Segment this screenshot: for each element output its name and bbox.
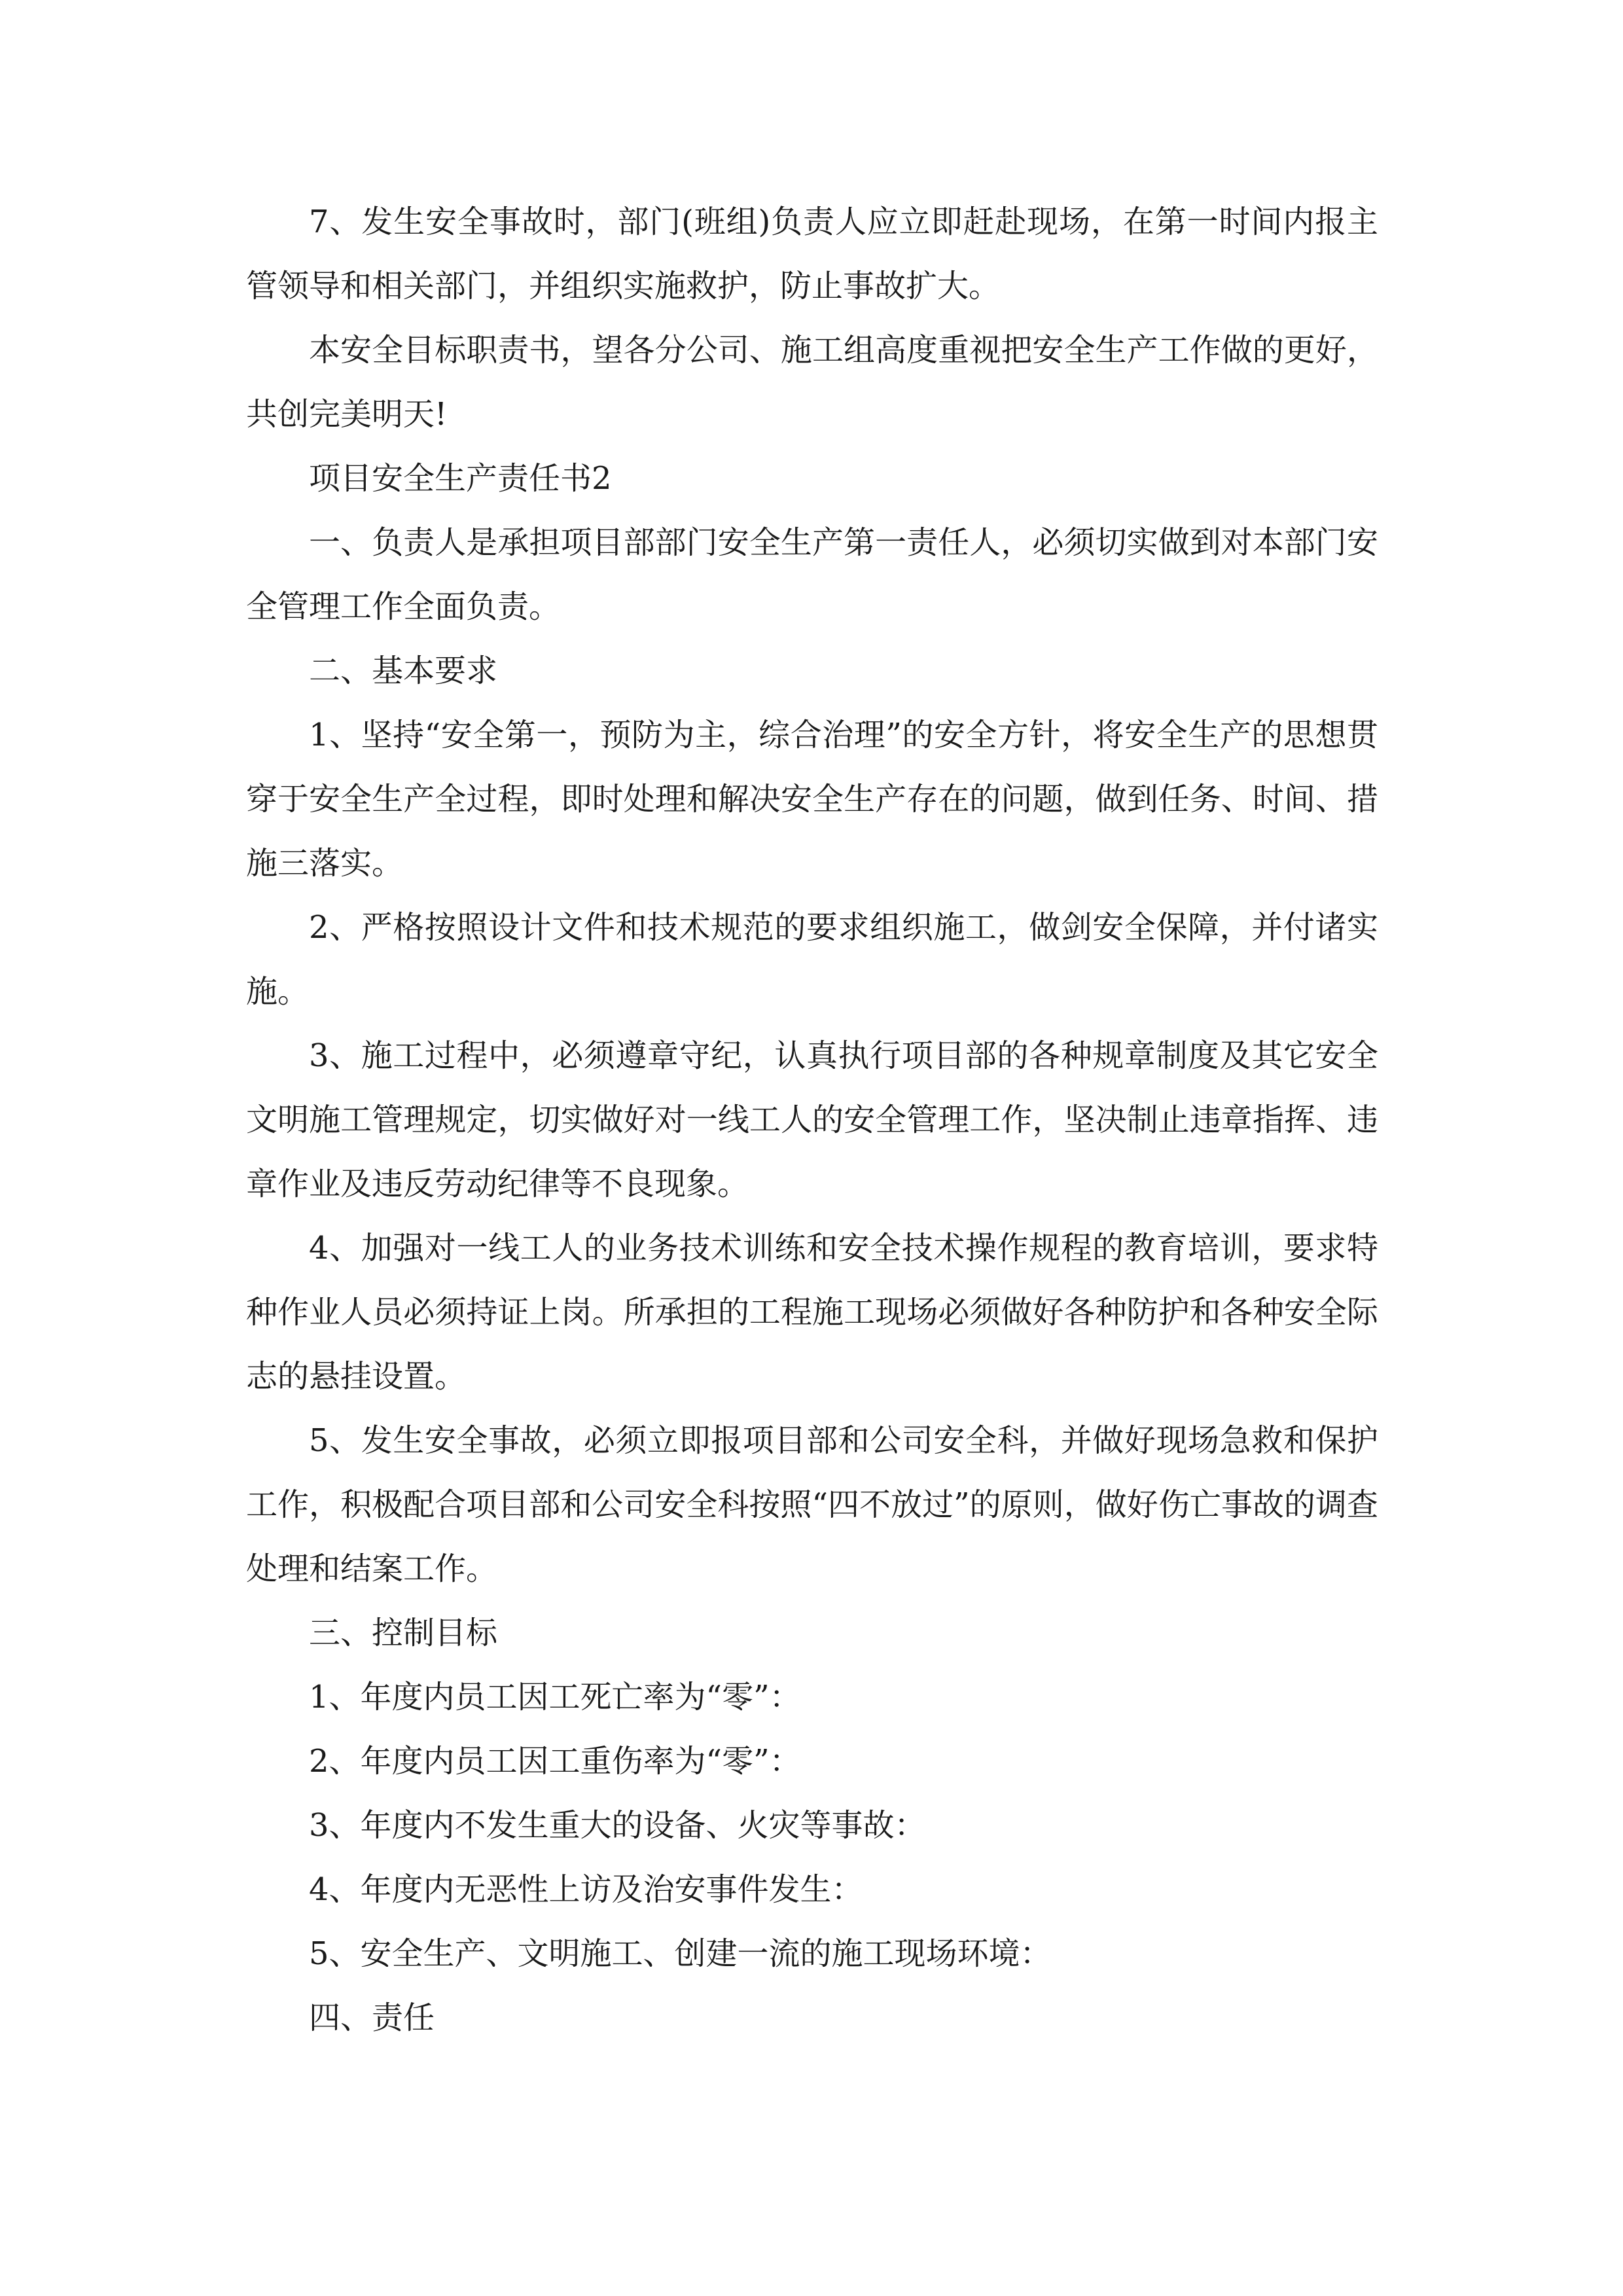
heading-responsibility: 四、责任 (309, 2000, 435, 2036)
paragraph-requirement-5: 5、发生安全事故，必须立即报项目部和公司安全科，并做好现场急救和保护工作，积极配合项目部和公司安全科按照“四不放过”的原则，做好伤亡事故的调查处理和结案工作。 (246, 1422, 1378, 1587)
list-item-target-2: 2、年度内员工因工重伤率为“零”： (309, 1743, 801, 1780)
list-item-target-5: 5、安全生产、文明施工、创建一流的施工现场环境： (309, 1935, 1052, 1972)
paragraph-requirement-3: 3、施工过程中，必须遵章守纪，认真执行项目部的各种规章制度及其它安全文明施工管理规定，切实做好对一线工人的安全管理工作，坚决制止违章指挥、违章作业及违反劳动纪律等不良现象。 (246, 1037, 1378, 1202)
paragraph-item-7-accident-report: 7、发生安全事故时，部门(班组)负责人应立即赶赴现场，在第一时间内报主管领导和相关部门，并组织实施救护，防止事故扩大。 (246, 204, 1378, 304)
paragraph-requirement-4: 4、加强对一线工人的业务技术训练和安全技术操作规程的教育培训，要求特种作业人员必须持证上岗。所承担的工程施工现场必须做好各种防护和各种安全际志的悬挂设置。 (246, 1230, 1378, 1395)
list-item-target-1: 1、年度内员工因工死亡率为“零”： (309, 1679, 801, 1715)
paragraph-section-1-responsible-person: 一、负责人是承担项目部部门安全生产第一责任人，必须切实做到对本部门安全管理工作全面负责。 (246, 524, 1378, 625)
heading-control-targets: 三、控制目标 (309, 1615, 498, 1651)
paragraph-requirement-1: 1、坚持“安全第一，预防为主，综合治理”的安全方针，将安全生产的思想贯穿于安全生产全过程，即时处理和解决安全生产存在的问题，做到任务、时间、措施三落实。 (246, 717, 1378, 882)
list-item-target-3: 3、年度内不发生重大的设备、火灾等事故： (309, 1807, 926, 1844)
paragraph-requirement-2: 2、严格按照设计文件和技术规范的要求组织施工，做剑安全保障，并付诸实施。 (246, 909, 1378, 1010)
document-body (246, 190, 1378, 2050)
paragraph-closing-statement: 本安全目标职责书，望各分公司、施工组高度重视把安全生产工作做的更好，共创完美明天! (246, 332, 1378, 433)
section-title-responsibility-letter-2: 项目安全生产责任书2 (309, 460, 612, 497)
list-item-target-4: 4、年度内无恶性上访及治安事件发生： (309, 1871, 863, 1908)
heading-basic-requirements: 二、基本要求 (309, 653, 498, 689)
